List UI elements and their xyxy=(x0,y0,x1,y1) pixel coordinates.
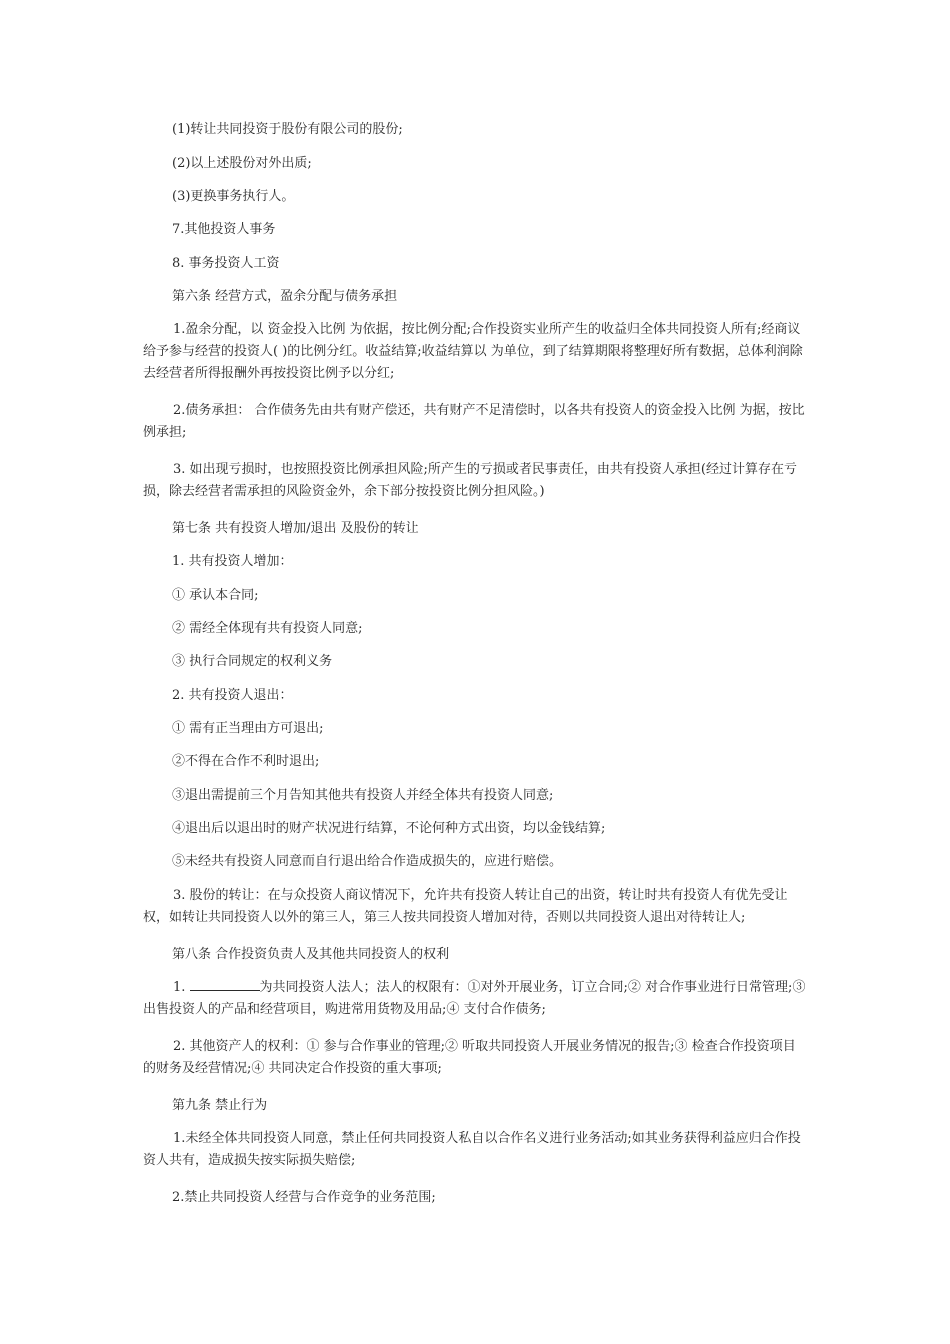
list-item: ②不得在合作不利时退出; xyxy=(172,754,320,769)
list-item: 2. 共有投资人退出： xyxy=(172,688,293,703)
paragraph xyxy=(143,977,808,1021)
list-item: ② 需经全体现有共有投资人同意; xyxy=(172,621,363,636)
list-item: ① 需有正当理由方可退出; xyxy=(172,721,324,736)
paragraph: 3. 股份的转让：在与众投资人商议情况下，允许共有投资人转让自己的出资，转让时共有投资人有优先受让权，如转让共同投资人以外的第三人，第三人按共同投资人增加对待，否则以共同投资人退出对待转让人; xyxy=(143,888,788,925)
paragraph: 2.债务承担： 合作债务先由共有财产偿还，共有财产不足清偿时，以各共有投资人的资金投入比例 为据，按比例承担; xyxy=(143,403,805,440)
list-item: ⑤未经共有投资人同意而自行退出给合作造成损失的，应进行赔偿。 xyxy=(172,854,563,869)
list-item: ④退出后以退出时的财产状况进行结算，不论何种方式出资，均以金钱结算; xyxy=(172,821,606,836)
section-heading: 第六条 经营方式，盈余分配与债务承担 xyxy=(172,289,398,304)
clause-text: 为共同投资人法人；法人的权限有：①对外开展业务，订立合同;② 对合作事业进行日常管理;③ 出售投资人的产品和经营项目，购进常用货物及用品;④ 支付合作债务; xyxy=(143,980,806,1017)
paragraph: 1.盈余分配，以 资金投入比例 为依据，按比例分配;合作投资实业所产生的收益归全体共同投资人所有;经商议给予参与经营的投资人( )的比例分红。收益结算;收益结算以 为单位，到了结算期限将整理好所有数据，总体利润除去经营者所得报酬外再按投资比例予以分红; xyxy=(143,322,803,381)
list-item: ① 承认本合同; xyxy=(172,588,259,603)
section-heading: 第八条 合作投资负责人及其他共同投资人的权利 xyxy=(172,947,450,962)
paragraph: 1.未经全体共同投资人同意，禁止任何共同投资人私自以合作名义进行业务活动;如其业务获得利益应归合作投资人共有，造成损失按实际损失赔偿; xyxy=(143,1131,801,1168)
list-item: 7.其他投资人事务 xyxy=(172,222,276,237)
section-heading: 第七条 共有投资人增加/退出 及股份的转让 xyxy=(172,521,419,536)
list-item: ③退出需提前三个月告知其他共有投资人并经全体共有投资人同意; xyxy=(172,788,554,803)
list-item: (2)以上述股份对外出质; xyxy=(172,156,312,171)
paragraph: 3. 如出现亏损时，也按照投资比例承担风险;所产生的亏损或者民事责任，由共有投资人承担(经过计算存在亏损，除去经营者需承担的风险资金外，余下部分按投资比例分担风险。) xyxy=(143,462,797,499)
list-item: (3)更换事务执行人。 xyxy=(172,189,295,204)
list-item: ③ 执行合同规定的权利义务 xyxy=(172,654,333,669)
list-item: (1)转让共同投资于股份有限公司的股份; xyxy=(172,122,403,137)
section-heading: 第九条 禁止行为 xyxy=(172,1098,268,1113)
list-item: 2.禁止共同投资人经营与合作竞争的业务范围; xyxy=(172,1190,436,1205)
list-item: 1. 共有投资人增加： xyxy=(172,554,293,569)
clause-number: 1. xyxy=(173,980,190,995)
list-item: 8. 事务投资人工资 xyxy=(172,256,280,271)
fill-in-blank xyxy=(190,978,260,991)
paragraph: 2. 其他资产人的权利：① 参与合作事业的管理;② 听取共同投资人开展业务情况的报告;③ 检查合作投资项目的财务及经营情况;④ 共同决定合作投资的重大事项; xyxy=(143,1039,796,1076)
